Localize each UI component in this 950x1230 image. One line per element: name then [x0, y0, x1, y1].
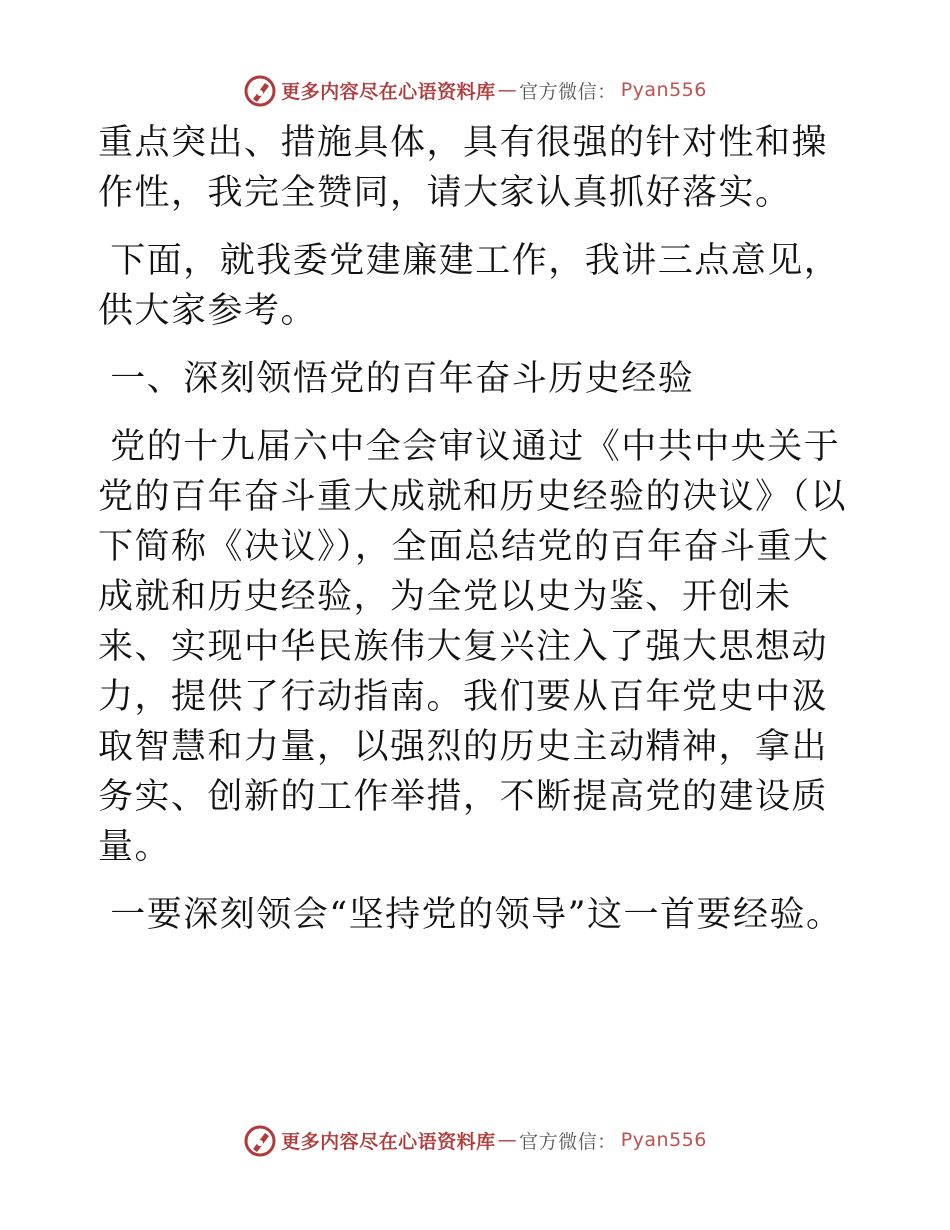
banner-promo-text: 更多内容尽在心语资料库 [281, 80, 496, 103]
header-banner [0, 68, 950, 112]
paragraph-4: 一要深刻领会“坚持党的领导”这一首要经验。 [110, 895, 843, 935]
banner-wechat-id: Pyan556 [620, 1129, 707, 1151]
paragraph-3: 党的十九届六中全会审议通过《中共中央关于党的百年奋斗重大成就和历史经验的决议》（以下简称《决议》），全面总结党的百年奋斗重大成就和历史经验，为全党以史为鉴、开创未来、实现中华民族伟大复兴注入了强大思想动力，提供了行动指南。我们要从百年党史中汲取智慧和力量，以强烈的历史主动精神，拿出务实、创新的工作举措，不断提高党的建设质量。 [98, 427, 848, 867]
pen-logo-icon [243, 1123, 277, 1157]
section-heading-1: 一、深刻领悟党的百年奋斗历史经验 [110, 359, 695, 399]
banner-wechat-label: 官方微信： [519, 1130, 617, 1153]
footer-banner [0, 1118, 950, 1162]
paragraph-1: 重点突出、措施具体，具有很强的针对性和操作性，我完全赞同，请大家认真抓好落实。 [98, 123, 829, 213]
pen-logo-icon [243, 73, 277, 107]
banner-wechat-id: Pyan556 [620, 79, 707, 101]
document-body [98, 118, 858, 958]
paragraph-2: 下面，就我委党建廉建工作，我讲三点意见，供大家参考。 [98, 241, 841, 331]
banner-promo-text: 更多内容尽在心语资料库 [281, 1130, 496, 1153]
banner-dash: — [497, 79, 518, 101]
banner-wechat-label: 官方微信： [519, 80, 617, 103]
banner-dash: — [497, 1129, 518, 1151]
